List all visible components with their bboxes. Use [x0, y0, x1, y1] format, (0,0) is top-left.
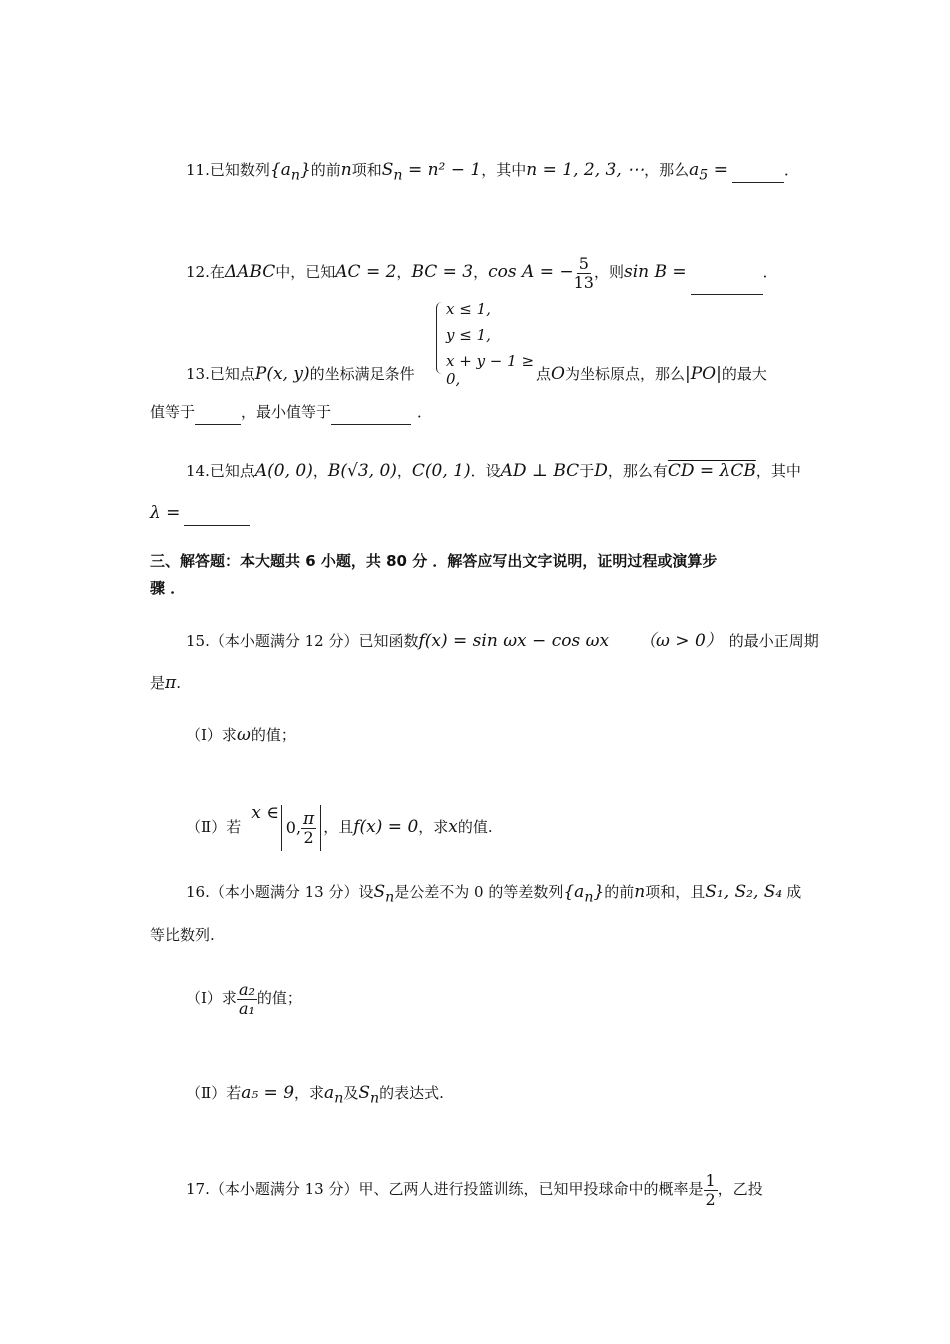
question-14: 14.已知点A(0, 0)，B(√3, 0)，C(0, 1)．设AD ⊥ BC于D，那么有CD = λCB，其中	[186, 461, 801, 481]
question-number: 13.	[186, 365, 210, 383]
question-16-part-2: （Ⅱ）若a₅ = 9，求$a_n$及$S_n$的表达式.	[186, 1083, 444, 1107]
question-16: 16.（本小题满分 13 分）设$S_n$是公差不为 0 的等差数列$\{a_n\}$的前n项和，且S₁, S₂, S₄ 成	[186, 882, 802, 906]
answer-blank[interactable]	[331, 404, 411, 425]
fraction: $\frac{5}{13}$	[573, 253, 594, 292]
question-13: 13.已知点P(x, y)的坐标满足条件	[186, 364, 415, 384]
interval: 0, $\frac{\pi}{2}$	[281, 805, 321, 851]
condition-system: x ≤ 1, y ≤ 1, x + y − 1 ≥ 0,	[436, 300, 546, 378]
question-15-part-1: （Ⅰ）求ω的值；	[186, 725, 296, 745]
fraction: $\frac{\pi}{2}$	[303, 808, 315, 847]
question-15-part-2: （Ⅱ）若x ∈ 0, $\frac{\pi}{2}$ ，且f(x) = 0，求x的值.	[186, 790, 493, 851]
question-15: 15.（本小题满分 12 分）已知函数f(x) = sin ωx − cos ωx （ω > 0） 的最小正周期	[186, 631, 819, 651]
question-number: 14.	[186, 462, 210, 480]
question-number: 17.	[186, 1180, 210, 1198]
fraction: $\frac{\text{a₂}}{\text{a₁}}$	[238, 979, 255, 1018]
question-16-part-1: （Ⅰ）求 $\frac{\text{a₂}}{\text{a₁}}$ 的值；	[186, 979, 302, 1018]
question-12: 12.在ΔABC中，已知AC = 2，BC = 3，cos A = − $\frac{5}{13}$ ，则sin B = ．	[186, 252, 778, 295]
brace	[436, 302, 443, 374]
question-11: 11.已知数列$\{a_n\}$的前n项和$S_n = n^2 - 1$，其中n = 1, 2, 3, ⋯，那么$a_5$ = ．	[186, 160, 799, 184]
question-number: 15.	[186, 632, 210, 650]
answer-blank[interactable]	[195, 404, 241, 425]
question-number: 12.	[186, 263, 210, 281]
answer-blank[interactable]	[184, 505, 250, 526]
question-number: 16.	[186, 883, 210, 901]
question-17: 17.（本小题满分 13 分）甲、乙两人进行投篮训练，已知甲投球命中的概率是 $\frac{1}{2}$ ，乙投	[186, 1170, 763, 1209]
question-number: 11.	[186, 161, 210, 179]
answer-blank[interactable]	[691, 254, 763, 295]
vector-equation: CD = λCB	[667, 461, 756, 481]
answer-blank[interactable]	[732, 162, 784, 183]
fraction: $\frac{1}{2}$	[705, 1170, 716, 1209]
section-heading: 三、解答题：本大题共 6 小题，共 80 分 ．解答应写出文字说明，证明过程或演算步	[150, 552, 718, 570]
